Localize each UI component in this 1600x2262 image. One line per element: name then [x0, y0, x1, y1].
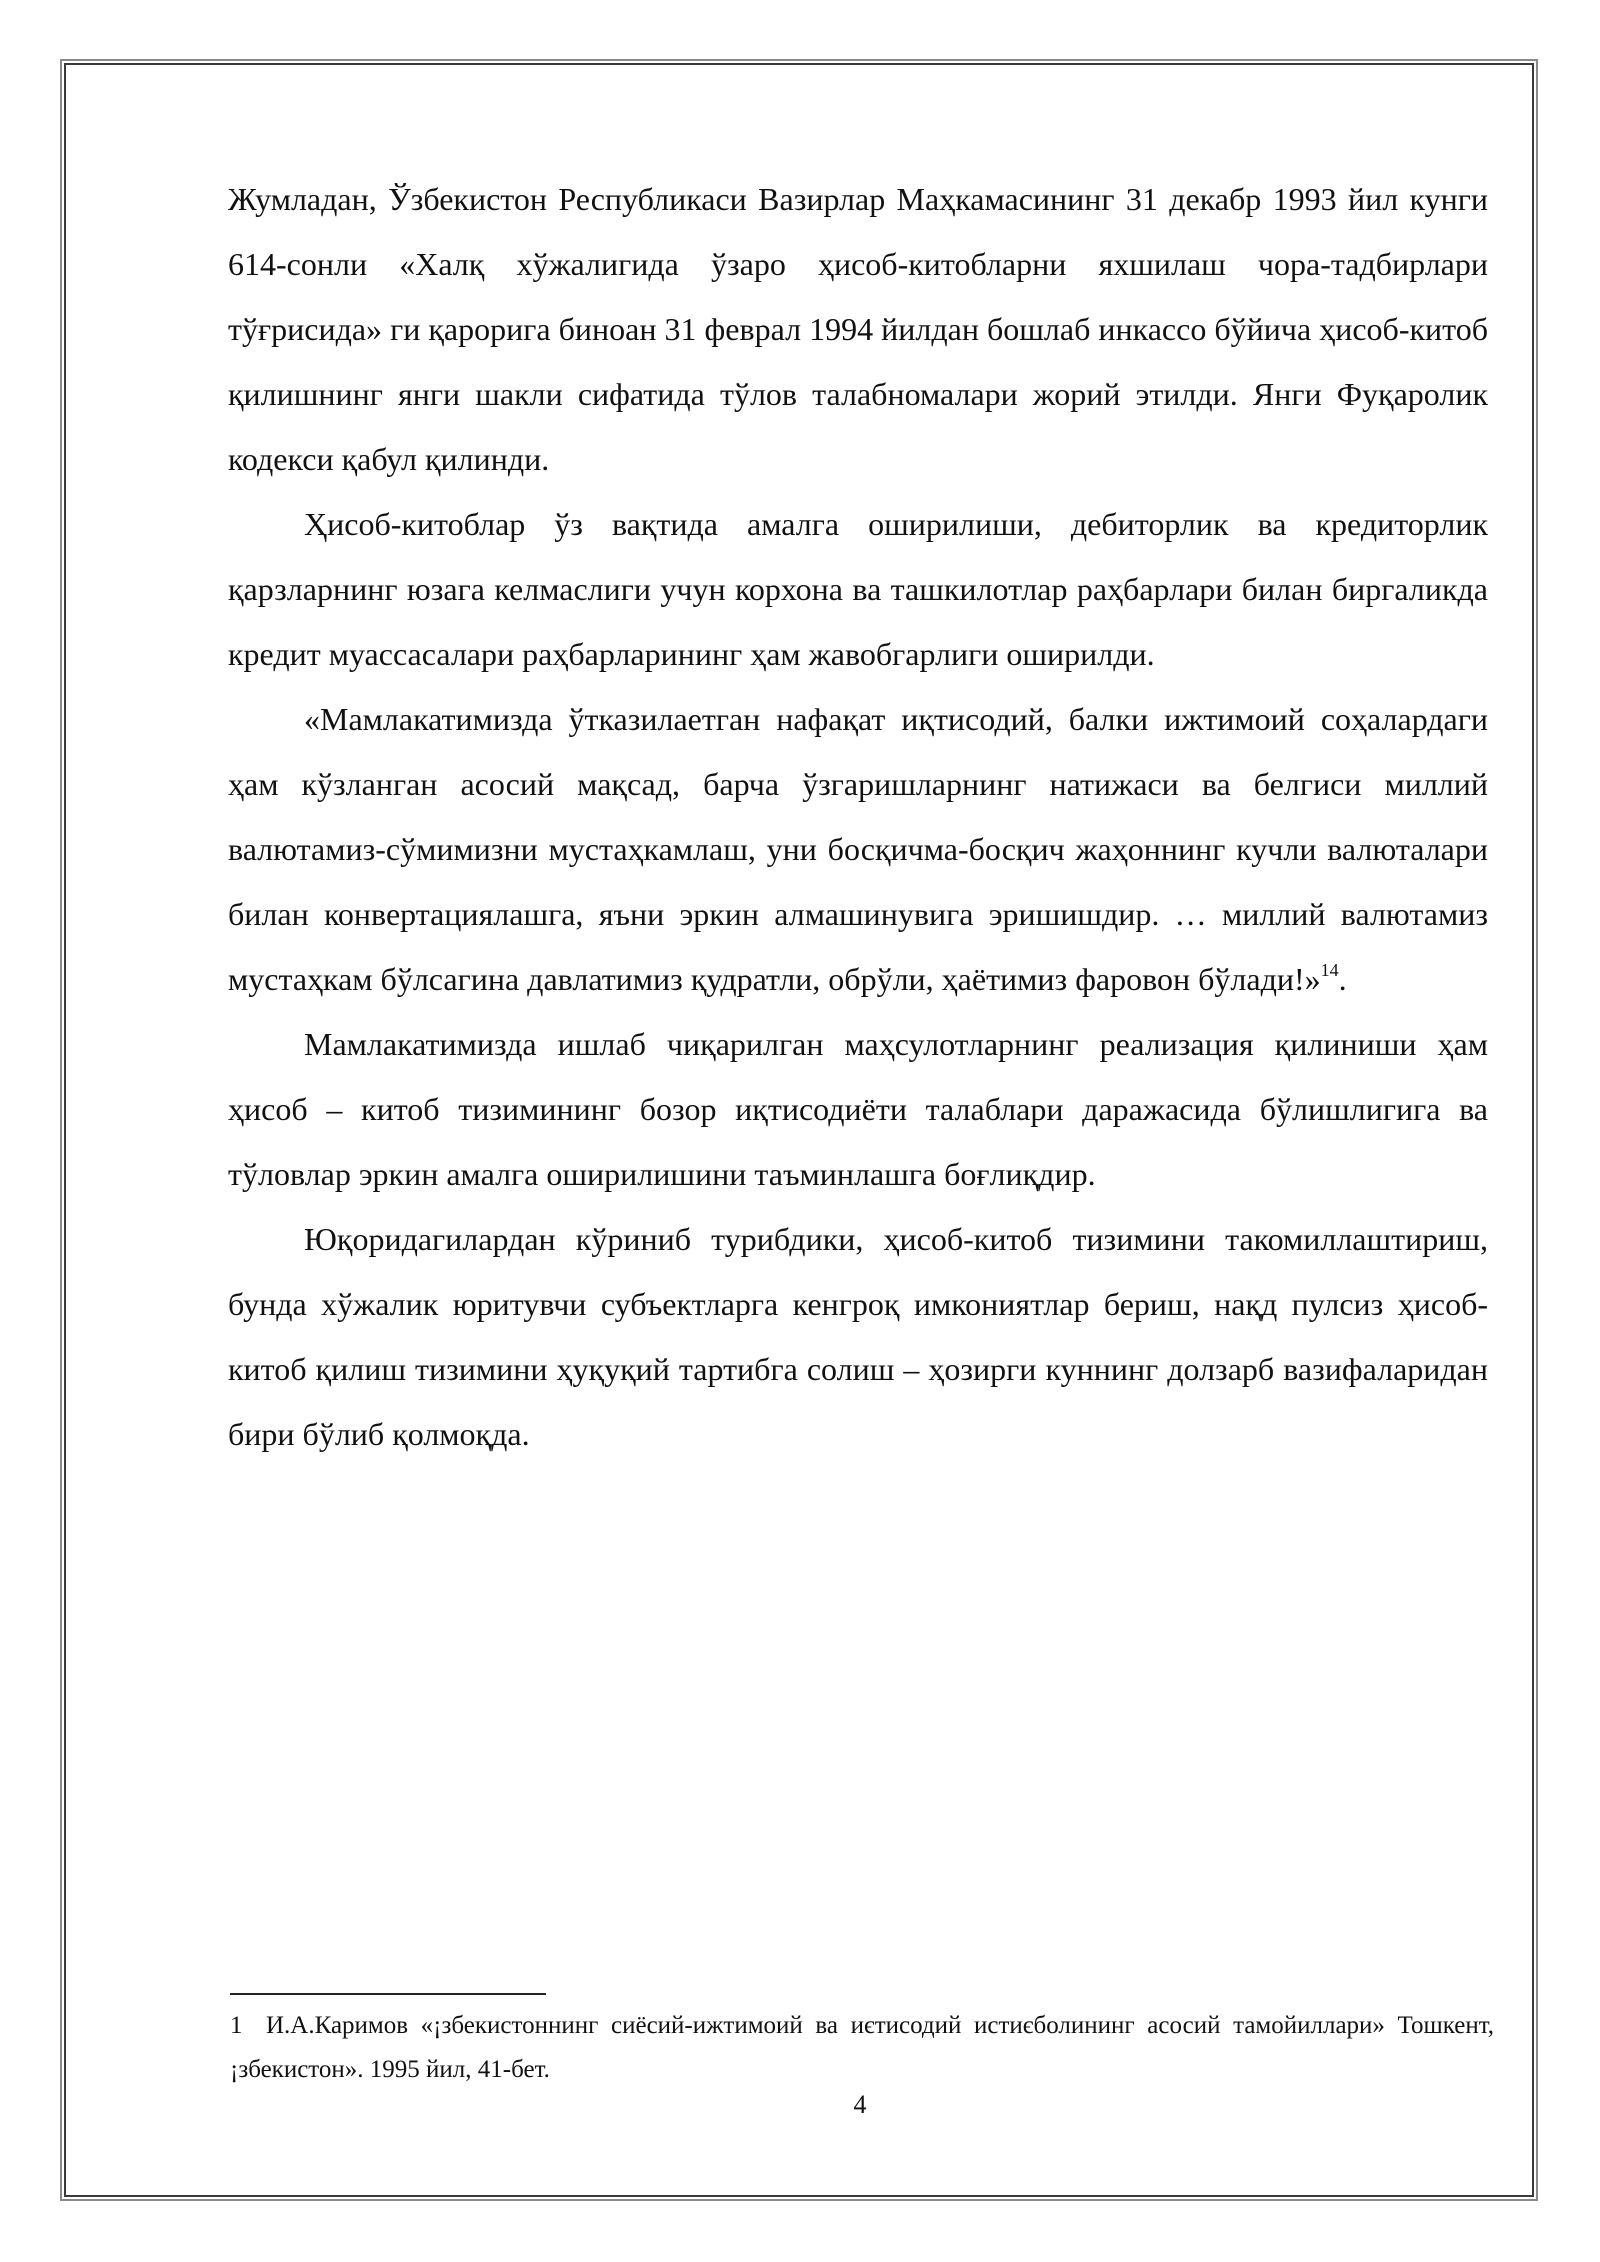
paragraph-5: Юқоридагилардан кўриниб турибдики, ҳисоб-китоб тизимини такомиллаштириш, бунда хўжалик юритувчи субъектларга кенгроқ имкониятлар бериш, нақд пулсиз ҳисоб-китоб қилиш тизимини ҳуқуқий тартибга солиш – ҳозирги куннинг долзарб вазифаларидан бири бўлиб қолмоқда.: [228, 1221, 1488, 1452]
quote-text: «Мамлакатимизда ўтказилаетган нафақат иқтисодий, балки ижтимоий соҳалардаги ҳам кўзланган асосий мақсад, барча ўзгаришларнинг натижаси ва белгиси миллий валютамиз-сўмимизни мустаҳкамлаш, уни босқичма-босқич жаҳоннинг кучли валюталари билан конвертациялашга, яъни эркин алмашинувига эришишдир. … миллий валютамиз мустаҳкам бўлсагина давлатимиз қудратли, обрўли, ҳаётимиз фаровон бўлади!»: [228, 701, 1488, 997]
paragraph-1: Жумладан, Ўзбекистон Республикаси Вазирлар Маҳкамасининг 31 декабр 1993 йил кунги 614-сонли «Халқ хўжалигида ўзаро ҳисоб-китобларни яхшилаш чора-тадбирлари тўғрисида» ги қарорига биноан 31 феврал 1994 йилдан бошлаб инкассо бўйича ҳисоб-китоб қилишнинг янги шакли сифатида тўлов талабномалари жорий этилди. Янги Фуқаролик кодекси қабул қилинди.: [228, 181, 1488, 477]
paragraph-4: Мамлакатимизда ишлаб чиқарилган маҳсулотларнинг реализация қилиниши ҳам ҳисоб – китоб тизимининг бозор иқтисодиёти талаблари даражасида бўлишлигига ва тўловлар эркин амалга оширилишини таъминлашга боғлиқдир.: [228, 1026, 1488, 1192]
footnote: [230, 2004, 1494, 2092]
quote-end-period: .: [1338, 961, 1347, 997]
footnote-reference[interactable]: 14: [1320, 960, 1339, 980]
footnote-text: И.А.Каримов «¡збекистоннинг сиёсий-ижтимоий ва иєтисодий истиєболининг асосий тамойиллари» Тошкент, ¡збекистон». 1995 йил, 41-бет.: [230, 2012, 1494, 2083]
paragraph-2: Ҳисоб-китоблар ўз вақтида амалга оширилиши, дебиторлик ва кредиторлик қарзларнинг юзага келмаслиги учун корхона ва ташкилотлар раҳбарлари билан биргаликда кредит муассасалари раҳбарларининг ҳам жавобгарлиги оширилди.: [228, 506, 1488, 672]
footnote-separator: [230, 1993, 546, 1995]
paragraph-3-quote: [228, 687, 1488, 1012]
page-number: 4: [853, 2090, 867, 2119]
footnote-number: 1: [230, 2012, 243, 2039]
document-body: [228, 167, 1488, 1467]
